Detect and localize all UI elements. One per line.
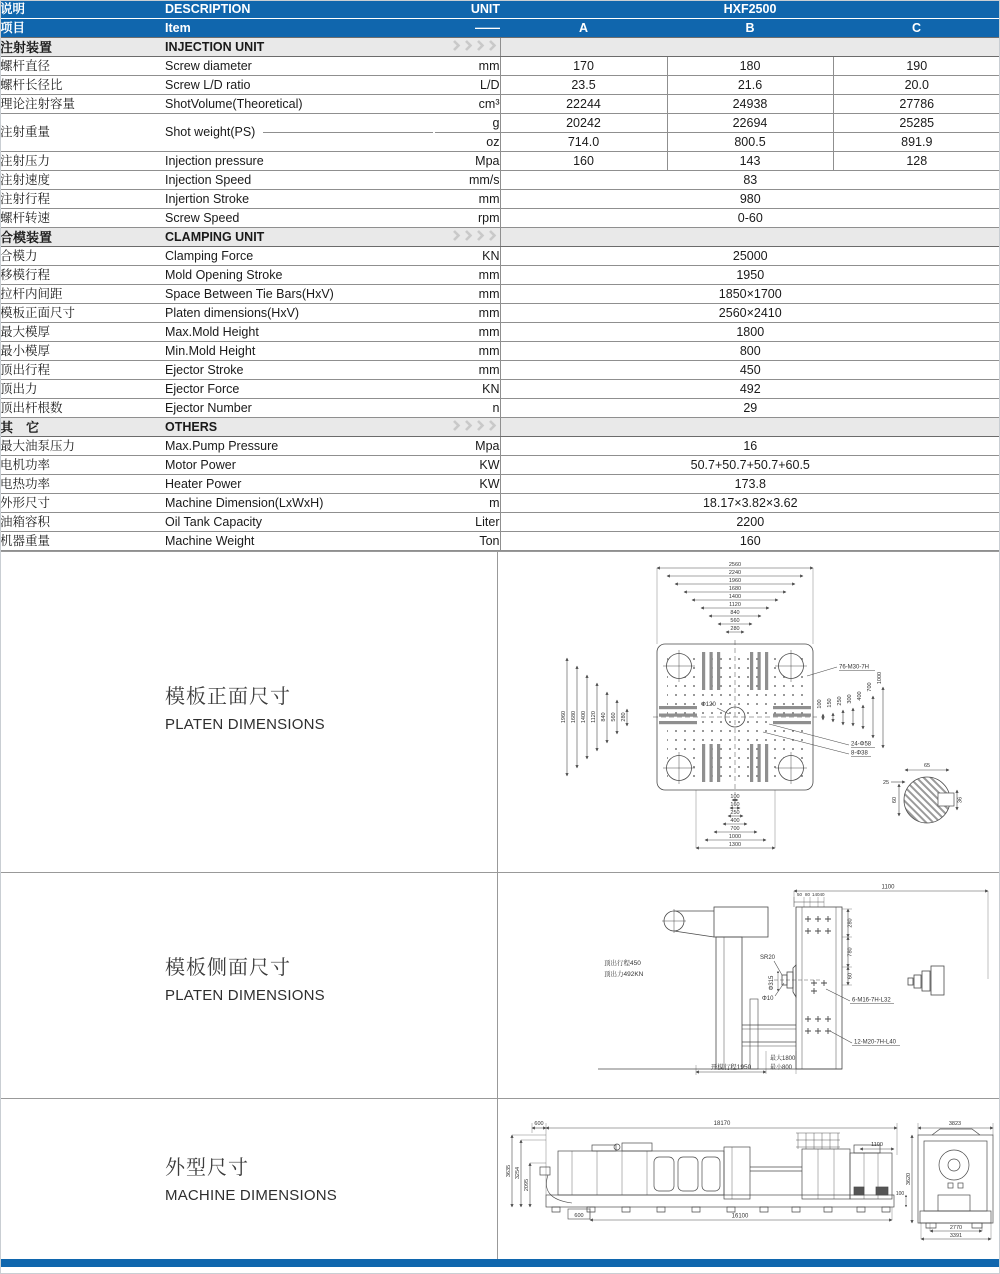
dim-label: 1400 bbox=[581, 710, 587, 724]
row-unit: cm³ bbox=[435, 95, 500, 114]
row-unit: m bbox=[435, 494, 500, 513]
platen-front-body bbox=[653, 640, 817, 794]
dim-label: 60 bbox=[847, 972, 854, 980]
row-label-cn: 注射速度 bbox=[0, 171, 165, 190]
section-chevrons-icon bbox=[452, 420, 500, 431]
row-label-cn: 注射压力 bbox=[0, 152, 165, 171]
row-label-en: Ejector Force bbox=[165, 380, 435, 399]
value-cell-span: 1800 bbox=[500, 323, 1000, 342]
dim-label: 顶出力492KN bbox=[604, 971, 644, 978]
row-label-cn: 油箱容积 bbox=[0, 513, 165, 532]
dim-label: 2095 bbox=[524, 1178, 530, 1192]
row-label-cn: 机器重量 bbox=[0, 532, 165, 551]
row-unit: mm bbox=[435, 361, 500, 380]
spec-row bbox=[0, 95, 1000, 114]
row-label-en: Screw diameter bbox=[165, 57, 435, 76]
row-unit: g bbox=[435, 114, 500, 133]
dim-label: 2240 bbox=[728, 570, 742, 576]
value-cell: 27786 bbox=[833, 95, 1000, 114]
panel-title-en: PLATEN DIMENSIONS bbox=[165, 716, 325, 733]
row-label-en: Clamping Force bbox=[165, 247, 435, 266]
dim-label: Φ120 bbox=[701, 702, 716, 708]
value-cell: 180 bbox=[667, 57, 833, 76]
diagram-panels bbox=[0, 551, 1000, 1267]
platen-side-diagram bbox=[578, 879, 998, 1089]
row-label-cn: 电热功率 bbox=[0, 475, 165, 494]
row-label-en: Injection pressure bbox=[165, 152, 435, 171]
value-cell-span: 2560×2410 bbox=[500, 304, 1000, 323]
dim-label: 18170 bbox=[713, 1121, 731, 1127]
row-label-cn: 电机功率 bbox=[0, 456, 165, 475]
row-label-en: ShotVolume(Theoretical) bbox=[165, 95, 435, 114]
dim-label: 2560 bbox=[728, 562, 742, 568]
spec-table-body bbox=[0, 38, 1000, 551]
panel-title-cn: 模板正面尺寸 bbox=[165, 686, 291, 708]
dim-label: 1120 bbox=[591, 711, 597, 723]
row-unit: mm/s bbox=[435, 171, 500, 190]
dim-label: 700 bbox=[730, 826, 740, 832]
dim-label: 400 bbox=[857, 691, 863, 701]
value-cell: 170 bbox=[500, 57, 667, 76]
dim-label: 16100 bbox=[731, 1213, 749, 1220]
dim-label: 1100 bbox=[881, 884, 895, 891]
value-cell: 22694 bbox=[667, 114, 833, 133]
dim-label: 600 bbox=[574, 1213, 584, 1219]
row-unit: Mpa bbox=[435, 437, 500, 456]
bolt-crosses bbox=[805, 916, 831, 1034]
row-label-en: Screw Speed bbox=[165, 209, 435, 228]
dim-label: 780 bbox=[847, 947, 854, 957]
row-label-cn: 合模力 bbox=[0, 247, 165, 266]
dim-label: 300 bbox=[847, 694, 853, 704]
panel-title-en: PLATEN DIMENSIONS bbox=[165, 987, 325, 1004]
dim-label: 1960 bbox=[728, 578, 742, 584]
value-cell-span: 173.8 bbox=[500, 475, 1000, 494]
dim-label: 250 bbox=[837, 696, 843, 706]
row-label-cn: 顶出力 bbox=[0, 380, 165, 399]
value-cell-span: 16 bbox=[500, 437, 1000, 456]
row-label-cn: 最小模厚 bbox=[0, 342, 165, 361]
value-cell-span: 1950 bbox=[500, 266, 1000, 285]
section-values-empty bbox=[500, 418, 1000, 437]
dim-label: 560 bbox=[730, 618, 740, 624]
section-chevrons-icon bbox=[452, 230, 500, 241]
section-title-en: OTHERS bbox=[165, 418, 435, 437]
header-variant-c: C bbox=[833, 19, 1000, 38]
section-values-empty bbox=[500, 38, 1000, 57]
section-chevrons bbox=[435, 228, 500, 247]
spec-row bbox=[0, 266, 1000, 285]
row-unit: mm bbox=[435, 57, 500, 76]
value-cell: 128 bbox=[833, 152, 1000, 171]
row-unit: KW bbox=[435, 475, 500, 494]
dim-label: 65 bbox=[923, 763, 931, 769]
value-cell-span: 2200 bbox=[500, 513, 1000, 532]
dim-label: 25 bbox=[882, 780, 890, 786]
row-unit: n bbox=[435, 399, 500, 418]
panel-title-cn: 模板侧面尺寸 bbox=[165, 957, 291, 979]
dim-label: 1000 bbox=[728, 834, 742, 840]
header-row-2 bbox=[0, 19, 1000, 38]
row-label-en: Min.Mold Height bbox=[165, 342, 435, 361]
machine-end-body bbox=[918, 1129, 993, 1228]
dim-label: 1100 bbox=[871, 1142, 883, 1148]
panel-title-en: MACHINE DIMENSIONS bbox=[165, 1187, 337, 1204]
row-label-cn: 外形尺寸 bbox=[0, 494, 165, 513]
row-label-cn: 螺杆直径 bbox=[0, 57, 165, 76]
dim-label: 1300 bbox=[728, 842, 742, 848]
value-cell-span: 50.7+50.7+50.7+60.5 bbox=[500, 456, 1000, 475]
spec-row bbox=[0, 323, 1000, 342]
value-cell-span: 492 bbox=[500, 380, 1000, 399]
section-values-empty bbox=[500, 228, 1000, 247]
panel-title-platen-side bbox=[165, 951, 325, 1004]
dim-label: 3635 bbox=[506, 1164, 512, 1178]
dim-label: 280 bbox=[847, 918, 854, 928]
header-model: HXF2500 bbox=[500, 0, 1000, 19]
header-item-cn: 项目 bbox=[0, 19, 165, 38]
spec-row bbox=[0, 380, 1000, 399]
row-label-en: Oil Tank Capacity bbox=[165, 513, 435, 532]
header-row-1 bbox=[0, 0, 1000, 19]
dim-label: 1400 bbox=[728, 594, 742, 600]
row-label-en: Platen dimensions(HxV) bbox=[165, 304, 435, 323]
value-cell: 25285 bbox=[833, 114, 1000, 133]
panel-platen-side bbox=[0, 873, 1000, 1099]
row-label-en: Heater Power bbox=[165, 475, 435, 494]
row-label-en: Max.Mold Height bbox=[165, 323, 435, 342]
dim-label: Φ315 bbox=[769, 975, 775, 991]
right-dims bbox=[823, 687, 883, 748]
value-cell-span: 980 bbox=[500, 190, 1000, 209]
row-unit: mm bbox=[435, 285, 500, 304]
spec-row bbox=[0, 361, 1000, 380]
dim-label: 12-M20-7H-L40 bbox=[854, 1039, 897, 1046]
row-label-en: Space Between Tie Bars(HxV) bbox=[165, 285, 435, 304]
value-cell: 800.5 bbox=[667, 133, 833, 152]
section-title-cn: 其 它 bbox=[0, 418, 165, 437]
value-cell: 24938 bbox=[667, 95, 833, 114]
row-label-cn: 模板正面尺寸 bbox=[0, 304, 165, 323]
dim-label: SR20 bbox=[760, 955, 776, 961]
section-header-row bbox=[0, 418, 1000, 437]
header-item-en: Item bbox=[165, 19, 435, 38]
row-label-en: Injection Speed bbox=[165, 171, 435, 190]
row-label-en: Machine Dimension(LxWxH) bbox=[165, 494, 435, 513]
section-header-row bbox=[0, 38, 1000, 57]
panel-title-machine bbox=[165, 1151, 337, 1204]
row-label-cn: 移模行程 bbox=[0, 266, 165, 285]
dim-label: 80 bbox=[805, 892, 811, 897]
row-unit: Liter bbox=[435, 513, 500, 532]
dim-label: 2770 bbox=[949, 1225, 963, 1231]
spec-row bbox=[0, 190, 1000, 209]
dim-label: 3391 bbox=[949, 1233, 963, 1239]
spec-row bbox=[0, 513, 1000, 532]
dim-label: 150 bbox=[827, 698, 833, 708]
dim-label: Φ10 bbox=[762, 996, 774, 1002]
value-cell: 22244 bbox=[500, 95, 667, 114]
header-variant-a: A bbox=[500, 19, 667, 38]
dim-label: 顶出行程450 bbox=[604, 960, 641, 967]
section-title-en: INJECTION UNIT bbox=[165, 38, 435, 57]
row-unit: oz bbox=[435, 133, 500, 152]
row-label-cn: 理论注射容量 bbox=[0, 95, 165, 114]
dim-label: 280 bbox=[730, 626, 740, 632]
panel-machine bbox=[0, 1099, 1000, 1266]
row-label-cn: 最大油泵压力 bbox=[0, 437, 165, 456]
row-unit: mm bbox=[435, 190, 500, 209]
dim-label: 24-Φ58 bbox=[851, 741, 872, 748]
dim-label: 最小800 bbox=[770, 1065, 793, 1071]
row-label-en: Max.Pump Pressure bbox=[165, 437, 435, 456]
value-cell: 714.0 bbox=[500, 133, 667, 152]
value-cell-span: 29 bbox=[500, 399, 1000, 418]
dim-label: 开模行程1950 bbox=[710, 1064, 752, 1071]
dim-label: 840 bbox=[601, 712, 607, 722]
machine-side-body bbox=[540, 1133, 894, 1212]
row-label-en bbox=[165, 114, 435, 152]
row-label-cn: 顶出行程 bbox=[0, 361, 165, 380]
row-label-en: Injertion Stroke bbox=[165, 190, 435, 209]
section-chevrons-icon bbox=[452, 40, 500, 51]
machine-diagram bbox=[502, 1107, 1000, 1255]
spec-table bbox=[0, 0, 1000, 551]
spec-row bbox=[0, 475, 1000, 494]
row-unit: Ton bbox=[435, 532, 500, 551]
value-cell-span: 1850×1700 bbox=[500, 285, 1000, 304]
spec-row bbox=[0, 494, 1000, 513]
row-label-cn: 螺杆转速 bbox=[0, 209, 165, 228]
row-label-cn: 螺杆长径比 bbox=[0, 76, 165, 95]
bottom-accent-bar bbox=[0, 1259, 1000, 1267]
dim-label: 840 bbox=[730, 610, 740, 616]
panel-title-cn: 外型尺寸 bbox=[165, 1157, 249, 1179]
row-unit: mm bbox=[435, 323, 500, 342]
spec-row bbox=[0, 342, 1000, 361]
row-unit: mm bbox=[435, 304, 500, 323]
dim-label: 50 bbox=[797, 892, 803, 897]
header-unit-label: UNIT bbox=[435, 0, 500, 19]
section-header-row bbox=[0, 228, 1000, 247]
value-cell-span: 160 bbox=[500, 532, 1000, 551]
machine-dims bbox=[512, 1123, 897, 1220]
row-unit: L/D bbox=[435, 76, 500, 95]
dim-label: 700 bbox=[867, 682, 873, 692]
dim-label: 8-Φ38 bbox=[851, 750, 868, 757]
dim-label: 1680 bbox=[571, 710, 577, 724]
value-cell-span: 18.17×3.82×3.62 bbox=[500, 494, 1000, 513]
spec-row bbox=[0, 399, 1000, 418]
dim-label: 最大1800 bbox=[770, 1056, 796, 1062]
dim-label: 3823 bbox=[948, 1121, 962, 1127]
panel-platen-front bbox=[0, 552, 1000, 873]
spec-row bbox=[0, 285, 1000, 304]
header-variant-b: B bbox=[667, 19, 833, 38]
dim-label: 100 bbox=[895, 1191, 905, 1197]
value-cell: 891.9 bbox=[833, 133, 1000, 152]
dim-label: 100 bbox=[817, 699, 823, 709]
row-label-en: Motor Power bbox=[165, 456, 435, 475]
spec-row bbox=[0, 76, 1000, 95]
row-label-cn: 拉杆内间距 bbox=[0, 285, 165, 304]
row-unit: KN bbox=[435, 380, 500, 399]
dim-label: 60 bbox=[892, 796, 898, 804]
section-chevrons bbox=[435, 418, 500, 437]
dim-label: 76-M30-7H bbox=[839, 664, 870, 671]
row-unit: Mpa bbox=[435, 152, 500, 171]
section-title-cn: 合模装置 bbox=[0, 228, 165, 247]
leader-line bbox=[263, 132, 433, 133]
value-cell: 143 bbox=[667, 152, 833, 171]
dim-label: 40 bbox=[819, 892, 825, 897]
header-unit-dash: —— bbox=[435, 19, 500, 38]
row-label-cn: 顶出杆根数 bbox=[0, 399, 165, 418]
spec-row bbox=[0, 304, 1000, 323]
dim-label: 250 bbox=[730, 810, 740, 816]
row-label-en: Ejector Stroke bbox=[165, 361, 435, 380]
row-unit: mm bbox=[435, 342, 500, 361]
value-cell-span: 800 bbox=[500, 342, 1000, 361]
value-cell: 20242 bbox=[500, 114, 667, 133]
value-cell-span: 83 bbox=[500, 171, 1000, 190]
value-cell-span: 25000 bbox=[500, 247, 1000, 266]
value-cell: 23.5 bbox=[500, 76, 667, 95]
row-label-cn: 注射行程 bbox=[0, 190, 165, 209]
dim-label: 1680 bbox=[728, 586, 742, 592]
row-label-en: Machine Weight bbox=[165, 532, 435, 551]
spec-row bbox=[0, 114, 1000, 133]
spec-row bbox=[0, 171, 1000, 190]
tie-bar-detail bbox=[883, 763, 964, 823]
row-label-cn: 注射重量 bbox=[0, 114, 165, 152]
value-cell: 190 bbox=[833, 57, 1000, 76]
spec-row bbox=[0, 209, 1000, 228]
spec-row bbox=[0, 152, 1000, 171]
row-unit: rpm bbox=[435, 209, 500, 228]
panel-title-platen-front bbox=[165, 680, 325, 733]
row-label-en: Mold Opening Stroke bbox=[165, 266, 435, 285]
value-cell: 20.0 bbox=[833, 76, 1000, 95]
section-title-en: CLAMPING UNIT bbox=[165, 228, 435, 247]
section-title-cn: 注射装置 bbox=[0, 38, 165, 57]
value-cell-span: 450 bbox=[500, 361, 1000, 380]
platen-front-diagram bbox=[555, 556, 995, 868]
spec-row bbox=[0, 247, 1000, 266]
dim-label: 160 bbox=[730, 802, 740, 808]
dim-label: 560 bbox=[611, 712, 617, 722]
dim-label: 3620 bbox=[906, 1172, 912, 1186]
row-unit: mm bbox=[435, 266, 500, 285]
value-cell: 21.6 bbox=[667, 76, 833, 95]
machine-end-dims bbox=[906, 1123, 993, 1239]
spec-row bbox=[0, 532, 1000, 551]
spec-row bbox=[0, 57, 1000, 76]
dim-label: 36 bbox=[957, 796, 964, 804]
row-unit: KN bbox=[435, 247, 500, 266]
row-label-cn: 最大模厚 bbox=[0, 323, 165, 342]
dim-label: 600 bbox=[534, 1121, 544, 1127]
section-chevrons bbox=[435, 38, 500, 57]
spec-row bbox=[0, 456, 1000, 475]
row-label-en: Ejector Number bbox=[165, 399, 435, 418]
header-desc-en: DESCRIPTION bbox=[165, 0, 435, 19]
dim-label: 6-M16-7H-L32 bbox=[852, 997, 891, 1004]
dim-label: 100 bbox=[730, 794, 740, 800]
dim-label: 400 bbox=[730, 818, 740, 824]
dim-label: 280 bbox=[621, 712, 627, 722]
dim-label: 1000 bbox=[877, 671, 883, 685]
row-label-en: Screw L/D ratio bbox=[165, 76, 435, 95]
row-label-en-text: Shot weight(PS) bbox=[165, 125, 256, 140]
dim-label: 3254 bbox=[515, 1166, 521, 1180]
row-unit: KW bbox=[435, 456, 500, 475]
dim-label: 1120 bbox=[729, 602, 741, 608]
dim-label: 140 bbox=[812, 892, 820, 897]
spec-row bbox=[0, 437, 1000, 456]
dim-label: 1960 bbox=[561, 710, 567, 724]
value-cell-span: 0-60 bbox=[500, 209, 1000, 228]
value-cell: 160 bbox=[500, 152, 667, 171]
header-desc-cn: 说明 bbox=[0, 0, 165, 19]
